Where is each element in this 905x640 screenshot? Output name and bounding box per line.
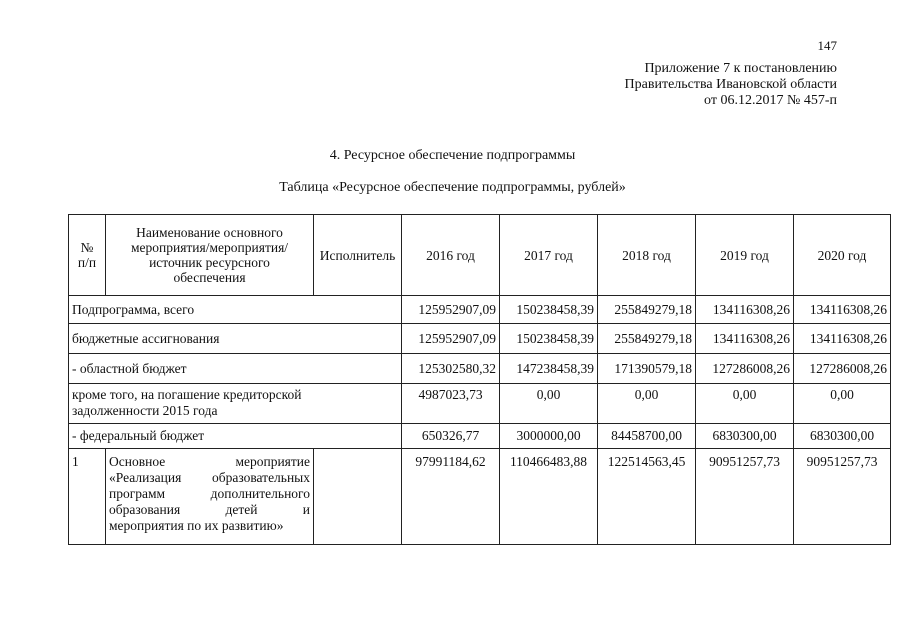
activity-name-line: «Реализация образовательных [109,470,310,485]
appendix-line-2: Правительства Ивановской области [624,77,837,92]
value-2017: 150238458,39 [500,324,598,354]
value-2018: 122514563,45 [598,449,696,545]
value-2019: 134116308,26 [696,324,794,354]
value-2020: 6830300,00 [794,424,891,449]
value-2018: 255849279,18 [598,296,696,324]
activity-name-line: программ дополнительного [109,486,310,501]
value-2016: 125302580,32 [402,354,500,384]
value-2017: 110466483,88 [500,449,598,545]
table-caption: Таблица «Ресурсное обеспечение подпрограммы, рублей» [279,180,626,195]
header-2018: 2018 год [598,215,696,296]
header-number-line1: № [80,240,94,255]
activity-name-line: мероприятия по их развитию» [109,518,284,533]
activity-name-line: образования детей и [109,502,310,517]
value-2020: 90951257,73 [794,449,891,545]
value-2020: 134116308,26 [794,324,891,354]
header-number [69,215,106,296]
header-number-line2: п/п [77,255,97,270]
value-2018: 255849279,18 [598,324,696,354]
header-2017: 2017 год [500,215,598,296]
header-2020: 2020 год [794,215,891,296]
appendix-line-1: Приложение 7 к постановлению [644,61,837,76]
value-2017: 0,00 [500,384,598,424]
resource-table [68,214,891,545]
activity-executor [314,449,402,545]
table-row [69,296,891,324]
appendix-line-3: от 06.12.2017 № 457-п [704,93,837,108]
appendix-note [625,61,837,109]
row-label: Подпрограмма, всего [69,296,402,324]
header-name-text: Наименование основного мероприятия/мероприятия/ источник ресурсного обеспечения [130,225,289,285]
row-label: - федеральный бюджет [69,424,402,449]
activity-number: 1 [69,449,106,545]
value-2017: 3000000,00 [500,424,598,449]
value-2017: 147238458,39 [500,354,598,384]
value-2016: 4987023,73 [402,384,500,424]
row-label: кроме того, на погашение кредиторской задолженности 2015 года [69,384,402,424]
value-2020: 127286008,26 [794,354,891,384]
value-2018: 171390579,18 [598,354,696,384]
table-row-activity [69,449,891,545]
value-2016: 97991184,62 [402,449,500,545]
header-name [106,215,314,296]
value-2016: 650326,77 [402,424,500,449]
row-label: - областной бюджет [69,354,402,384]
activity-name-line: Основное мероприятие [109,454,310,469]
value-2019: 90951257,73 [696,449,794,545]
activity-name [106,449,314,545]
table-header-row [69,215,891,296]
header-2019: 2019 год [696,215,794,296]
table-row [69,354,891,384]
header-executor: Исполнитель [314,215,402,296]
value-2018: 0,00 [598,384,696,424]
value-2016: 125952907,09 [402,296,500,324]
table-row [69,424,891,449]
table-row [69,324,891,354]
value-2016: 125952907,09 [402,324,500,354]
table-row [69,384,891,424]
value-2019: 134116308,26 [696,296,794,324]
value-2020: 0,00 [794,384,891,424]
value-2019: 0,00 [696,384,794,424]
header-2016: 2016 год [402,215,500,296]
section-title: 4. Ресурсное обеспечение подпрограммы [329,148,576,163]
value-2017: 150238458,39 [500,296,598,324]
value-2019: 127286008,26 [696,354,794,384]
value-2020: 134116308,26 [794,296,891,324]
value-2018: 84458700,00 [598,424,696,449]
row-label: бюджетные ассигнования [69,324,402,354]
value-2019: 6830300,00 [696,424,794,449]
page-number: 147 [817,38,837,53]
